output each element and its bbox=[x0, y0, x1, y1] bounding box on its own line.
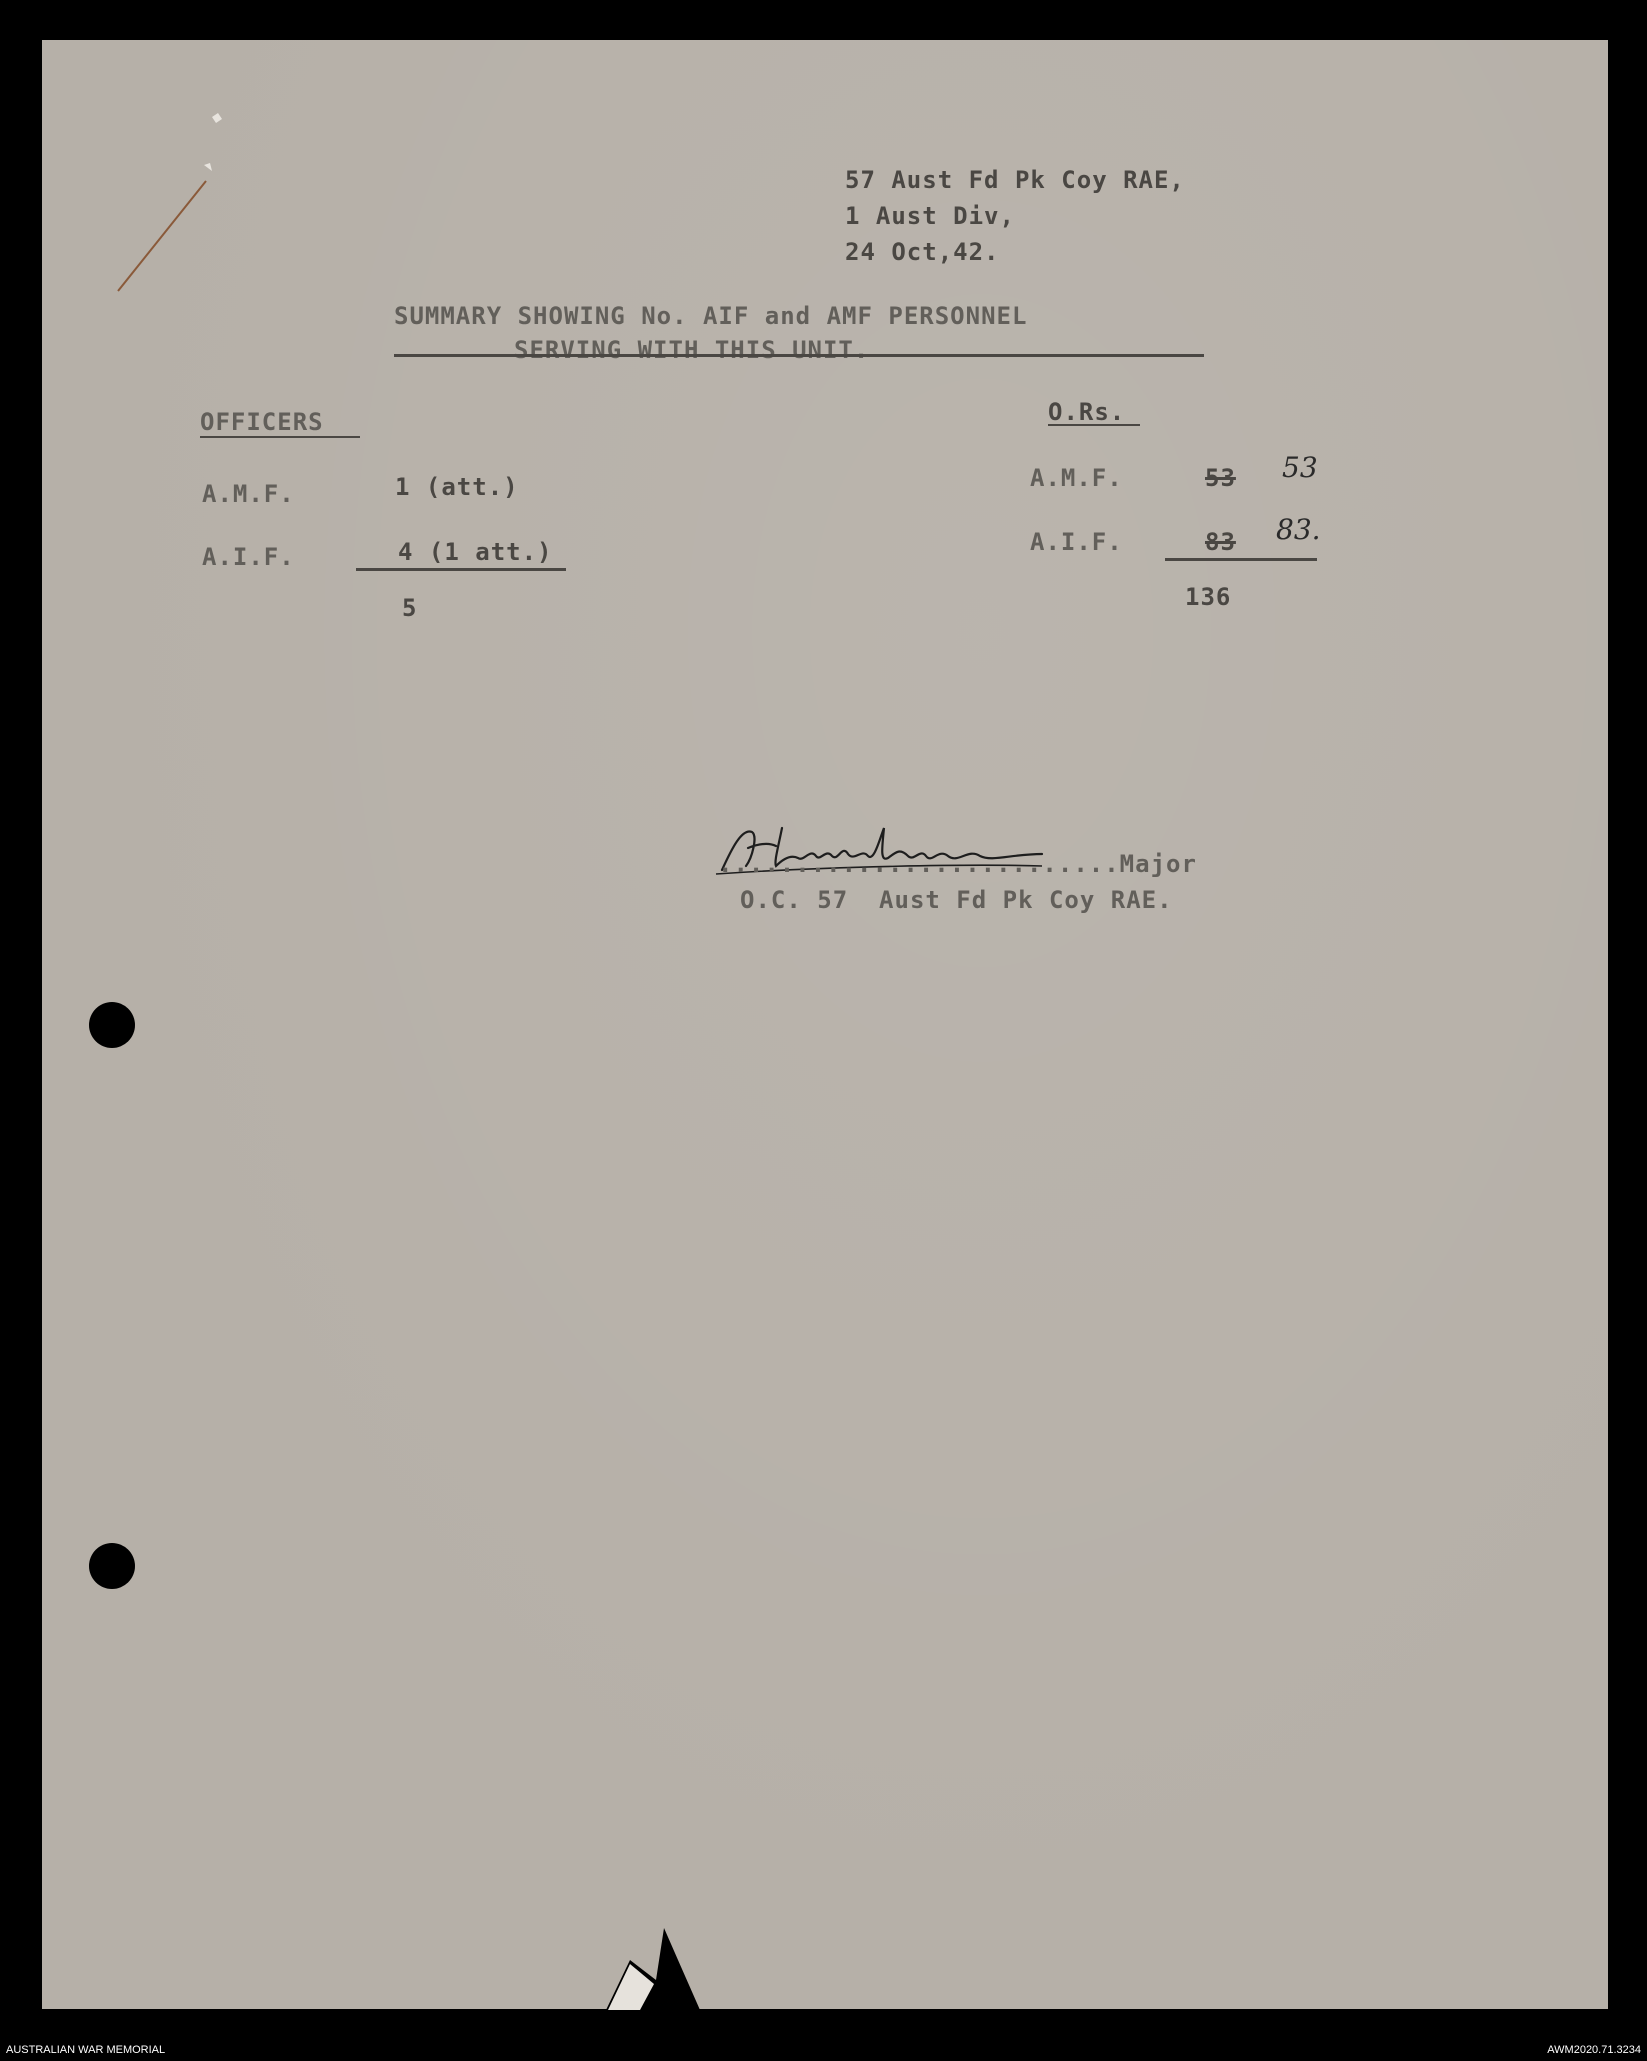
officers-aif-value: 4 (1 att.) bbox=[398, 538, 553, 566]
officers-total-rule bbox=[356, 568, 566, 571]
other-ranks-heading-underline bbox=[1048, 424, 1140, 426]
officers-amf-label: A.M.F. bbox=[202, 480, 295, 508]
signature-dots-and-rank: ..........................Major bbox=[718, 850, 1197, 878]
unit-address-line: 57 Aust Fd Pk Coy RAE, bbox=[845, 166, 1185, 194]
other-ranks-aif-label: A.I.F. bbox=[1030, 528, 1123, 556]
other-ranks-amf-struck-value: 53 bbox=[1205, 464, 1236, 492]
other-ranks-amf-label: A.M.F. bbox=[1030, 464, 1123, 492]
footer-right-reference: AWM2020.71.3234 bbox=[1547, 2044, 1641, 2056]
other-ranks-total-rule bbox=[1165, 558, 1317, 561]
officers-amf-value: 1 (att.) bbox=[395, 473, 519, 501]
other-ranks-aif-handwritten-value: 83. bbox=[1276, 513, 1321, 546]
officer-commanding-line: O.C. 57 Aust Fd Pk Coy RAE. bbox=[740, 886, 1173, 914]
other-ranks-heading: O.Rs. bbox=[1048, 398, 1126, 426]
punch-hole-lower bbox=[89, 1543, 135, 1589]
footer-left-credit: AUSTRALIAN WAR MEMORIAL bbox=[6, 2044, 166, 2056]
officers-aif-label: A.I.F. bbox=[202, 543, 295, 571]
other-ranks-total: 136 bbox=[1185, 583, 1232, 611]
other-ranks-amf-handwritten-value: 53 bbox=[1282, 451, 1318, 484]
summary-title-line-2: SERVING WITH THIS UNIT. bbox=[514, 336, 870, 364]
officers-heading-underline bbox=[200, 436, 360, 438]
officers-total: 5 bbox=[402, 594, 418, 622]
other-ranks-aif-struck-value: 83 bbox=[1205, 528, 1236, 556]
paper-mark-top-left bbox=[100, 105, 230, 305]
date-line: 24 Oct,42. bbox=[845, 238, 1000, 266]
punch-hole-upper bbox=[89, 1002, 135, 1048]
officers-heading: OFFICERS bbox=[200, 408, 324, 436]
summary-title-line-1: SUMMARY SHOWING No. AIF and AMF PERSONNEL bbox=[394, 302, 1028, 330]
torn-corner bbox=[600, 1920, 730, 2012]
title-underline bbox=[394, 354, 1204, 357]
division-line: 1 Aust Div, bbox=[845, 202, 1015, 230]
